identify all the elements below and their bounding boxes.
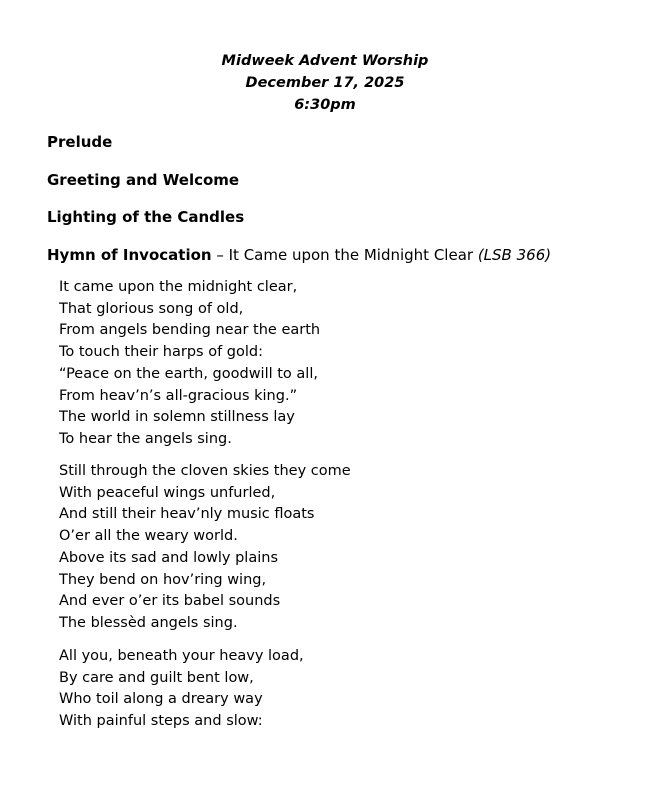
- greeting-heading: Greeting and Welcome: [47, 171, 240, 189]
- hymn-line: Still through the cloven skies they come: [59, 463, 351, 479]
- service-date: December 17, 2025: [245, 75, 405, 91]
- hymn-line: And ever o’er its babel sounds: [59, 593, 281, 610]
- hymn-line: “Peace on the earth, goodwill to all,: [59, 365, 318, 382]
- hymn-line: O’er all the weary world.: [59, 528, 238, 545]
- section-greeting: [47, 170, 239, 190]
- hymn-stanza-3: [59, 646, 304, 733]
- hymn-title: It Came upon the Midnight Clear: [228, 246, 478, 264]
- hymn-line: From angels bending near the earth: [59, 322, 321, 339]
- hymn-line: By care and guilt bent low,: [59, 669, 254, 686]
- hymn-line: The world in solemn stillness lay: [59, 409, 295, 426]
- hymn-line: Above its sad and lowly plains: [59, 549, 278, 566]
- hymn-line: With painful steps and slow:: [59, 713, 263, 730]
- hymn-line: They bend on hov’ring wing,: [59, 571, 267, 588]
- service-title: Midweek Advent Worship: [221, 53, 429, 69]
- hymn-stanza-1: [59, 277, 320, 451]
- hymn-line: With peaceful wings unfurled,: [59, 484, 276, 501]
- hymn-line: From heav’n’s all-gracious king.”: [59, 387, 298, 404]
- worship-header: [0, 50, 650, 116]
- prelude-heading: Prelude: [47, 133, 113, 151]
- hymn-line: And still their heav’nly music floats: [59, 506, 315, 523]
- hymn-heading: Hymn of Invocation: [47, 246, 212, 264]
- service-time: 6:30pm: [294, 97, 356, 113]
- section-prelude: [47, 132, 112, 152]
- hymn-separator: –: [211, 246, 229, 264]
- hymn-line: Who toil along a dreary way: [59, 691, 263, 708]
- hymn-line: It came upon the midnight clear,: [59, 279, 298, 295]
- hymn-line: All you, beneath your heavy load,: [59, 648, 304, 664]
- candles-heading: Lighting of the Candles: [47, 208, 245, 226]
- section-candles: [47, 207, 244, 227]
- hymn-line: To touch their harps of gold:: [59, 344, 263, 361]
- hymn-line: To hear the angels sing.: [59, 430, 232, 447]
- hymn-line: That glorious song of old,: [59, 300, 244, 317]
- section-hymn-invocation: [47, 245, 551, 265]
- hymn-reference: (LSB 366): [477, 246, 552, 264]
- hymn-stanza-2: [59, 461, 351, 635]
- hymn-line: The blessèd angels sing.: [59, 614, 238, 631]
